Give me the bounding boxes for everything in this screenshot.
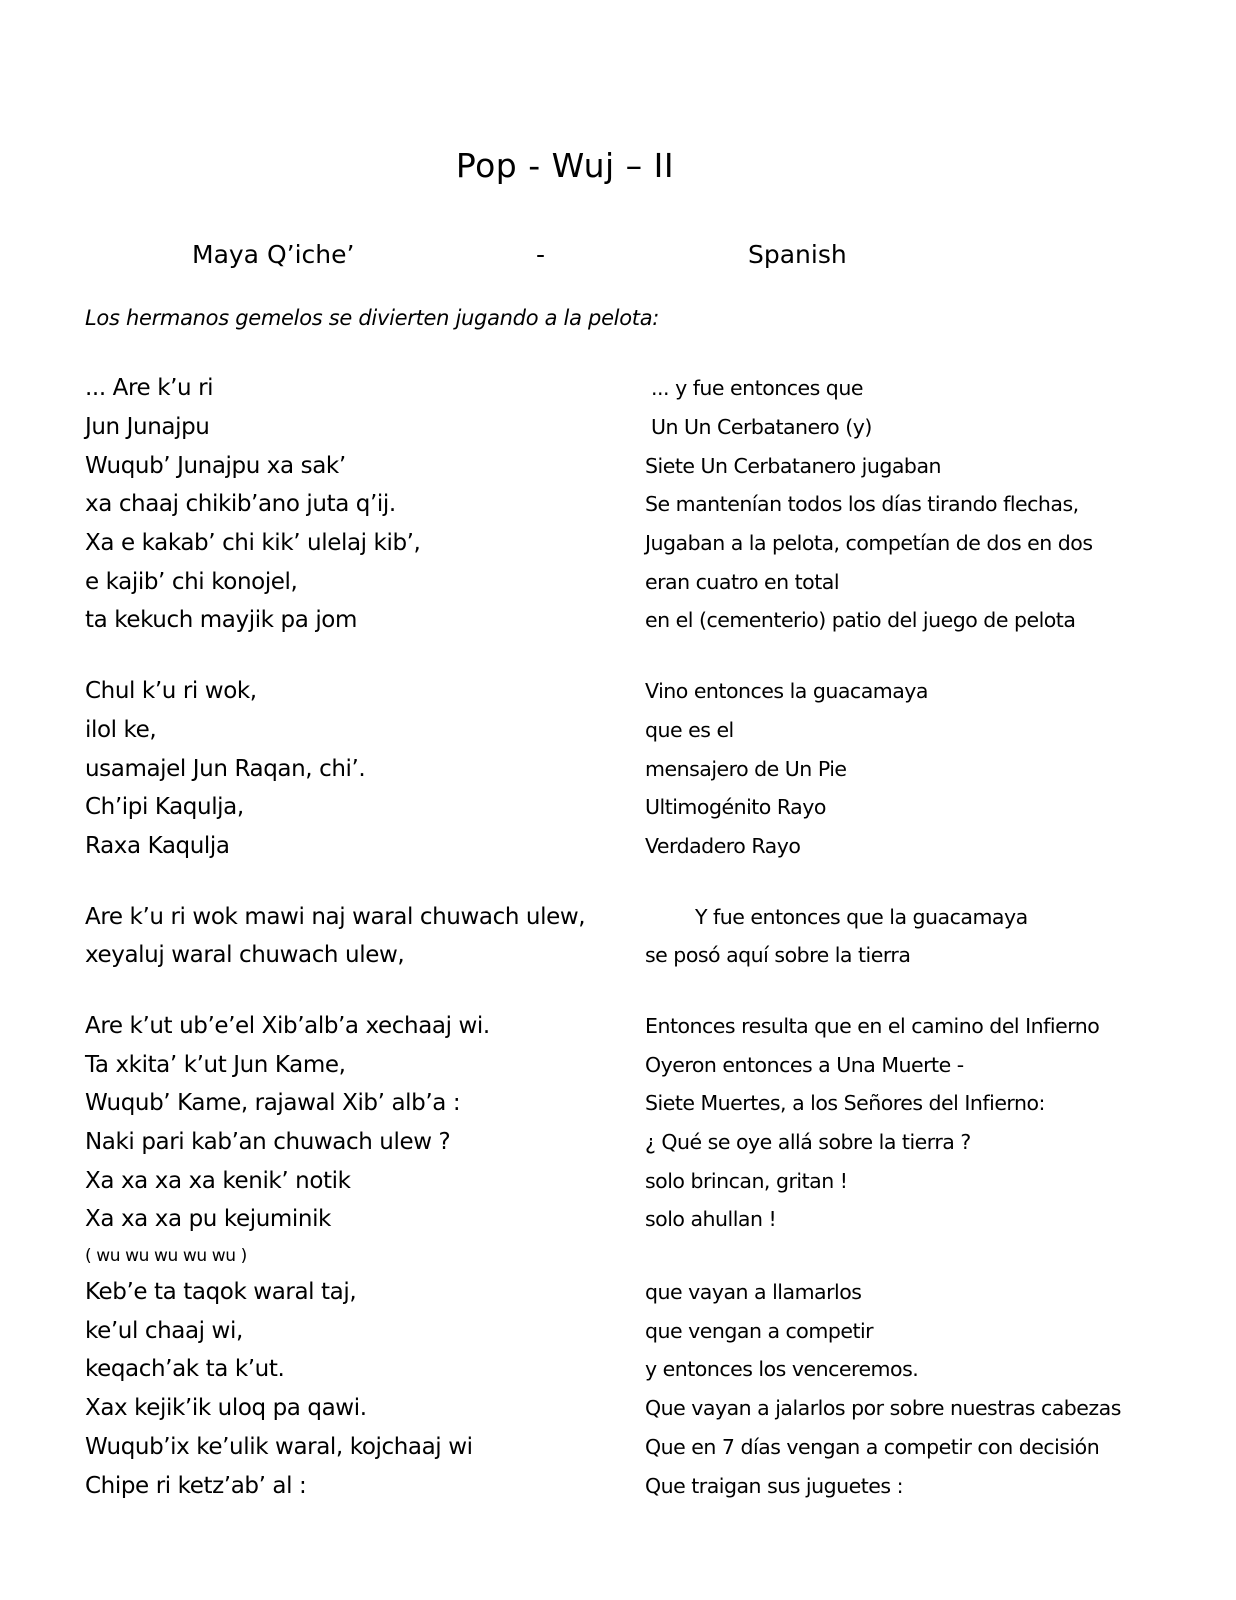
spanish-text: Entonces resulta que en el camino del Infierno [645, 1013, 1100, 1038]
spanish-text: Jugaban a la pelota, competían de dos en dos [645, 531, 1093, 556]
maya-text: ke’ul chaaj wi, [85, 1317, 243, 1344]
verse-line [85, 1350, 1235, 1389]
verse-line [85, 408, 1235, 447]
maya-text: Ch’ipi Kaqulja, [85, 794, 244, 821]
maya-text: Naki pari kab’an chuwach ulew ? [85, 1129, 451, 1156]
verse-line [85, 562, 1235, 601]
maya-text: Ta xkita’ k’ut Jun Kame, [85, 1051, 346, 1078]
verse-line [85, 788, 1235, 827]
stanza [85, 672, 1235, 865]
spanish-text: Se mantenían todos los días tirando flechas, [645, 492, 1079, 517]
spanish-text: Que en 7 días vengan a competir con decisión [645, 1434, 1100, 1459]
spanish-text: Ultimogénito Rayo [645, 795, 826, 820]
maya-text: Are k’u ri wok mawi naj waral chuwach ulew, [85, 903, 586, 930]
maya-text: Wuqub’ Junajpu xa sak’ [85, 452, 346, 479]
maya-text: Wuqub’ Kame, rajawal Xib’ alb’a : [85, 1090, 461, 1117]
spanish-text: Y fue entonces que la guacamaya [695, 904, 1028, 929]
verse-line [85, 369, 1235, 408]
verse-line [85, 1466, 1235, 1505]
spanish-text: solo ahullan ! [645, 1207, 777, 1232]
verse-line [85, 827, 1235, 866]
verse-line [85, 1084, 1235, 1123]
maya-text: xeyaluj waral chuwach ulew, [85, 942, 405, 969]
spanish-text: Vino entonces la guacamaya [645, 679, 928, 704]
maya-text: ta kekuch mayjik pa jom [85, 607, 357, 634]
verse-line [85, 1273, 1235, 1312]
spanish-text: Siete Muertes, a los Señores del Infierno: [645, 1091, 1045, 1116]
verse-line [85, 446, 1235, 485]
stanza [85, 897, 1235, 974]
stanza [85, 1007, 1235, 1505]
spanish-text: solo brincan, gritan ! [645, 1168, 848, 1193]
verse-line [85, 1007, 1235, 1046]
verse-line [85, 936, 1235, 975]
verse-line [85, 485, 1235, 524]
spanish-text: Oyeron entonces a Una Muerte - [645, 1052, 964, 1077]
spanish-text: Siete Un Cerbatanero jugaban [645, 453, 942, 478]
maya-text: Chipe ri ketz’ab’ al : [85, 1472, 307, 1499]
verse-line [85, 749, 1235, 788]
maya-text: Chul k’u ri wok, [85, 678, 257, 705]
maya-text: ilol ke, [85, 716, 157, 743]
column-heading-maya: Maya Q’iche’ [192, 240, 355, 269]
spanish-text: ... y fue entonces que [651, 376, 863, 401]
spanish-text: Que traigan sus juguetes : [645, 1473, 903, 1498]
maya-text: Keb’e ta taqok waral taj, [85, 1279, 357, 1306]
verse-line [85, 711, 1235, 750]
spanish-text: eran cuatro en total [645, 569, 840, 594]
verse-line [85, 1200, 1235, 1239]
maya-text: usamajel Jun Raqan, chi’. [85, 755, 366, 782]
maya-text: ( wu wu wu wu wu ) [85, 1245, 247, 1266]
column-heading-separator: - [536, 240, 546, 269]
maya-text: xa chaaj chikib’ano juta q’ij. [85, 491, 396, 518]
maya-text: Raxa Kaqulja [85, 832, 230, 859]
verse-line [85, 1428, 1235, 1467]
verse-line [85, 672, 1235, 711]
verse-line [85, 1161, 1235, 1200]
spanish-text: ¿ Qué se oye allá sobre la tierra ? [645, 1130, 971, 1155]
verse-line [85, 1389, 1235, 1428]
document-title: Pop - Wuj – II [455, 146, 675, 185]
verse-line [85, 524, 1235, 563]
spanish-text: en el (cementerio) patio del juego de pelota [645, 608, 1076, 633]
maya-text: Jun Junajpu [85, 414, 210, 441]
maya-text: Xa xa xa xa kenik’ notik [85, 1167, 351, 1194]
verse-line [85, 1239, 1235, 1273]
spanish-text: mensajero de Un Pie [645, 756, 847, 781]
spanish-text: y entonces los venceremos. [645, 1357, 919, 1382]
maya-text: e kajib’ chi konojel, [85, 568, 298, 595]
spanish-text: se posó aquí sobre la tierra [645, 943, 911, 968]
spanish-text: que vengan a competir [645, 1318, 874, 1343]
bilingual-poem [85, 369, 1235, 1537]
spanish-text: Que vayan a jalarlos por sobre nuestras cabezas [645, 1396, 1121, 1421]
spanish-text: Un Un Cerbatanero (y) [651, 415, 872, 440]
verse-line [85, 601, 1235, 640]
stanza [85, 369, 1235, 640]
maya-text: Xax kejik’ik uloq pa qawi. [85, 1395, 367, 1422]
verse-line [85, 897, 1235, 936]
maya-text: Are k’ut ub’e’el Xib’alb’a xechaaj wi. [85, 1012, 490, 1039]
maya-text: ... Are k’u ri [85, 375, 214, 402]
verse-line [85, 1123, 1235, 1162]
spanish-text: que es el [645, 717, 734, 742]
verse-line [85, 1045, 1235, 1084]
intro-text: Los hermanos gemelos se divierten jugando a la pelota: [85, 306, 660, 330]
column-heading-spanish: Spanish [748, 240, 847, 269]
verse-line [85, 1311, 1235, 1350]
spanish-text: Verdadero Rayo [645, 833, 801, 858]
spanish-text: que vayan a llamarlos [645, 1280, 862, 1305]
maya-text: Xa e kakab’ chi kik’ ulelaj kib’, [85, 530, 421, 557]
maya-text: Wuqub’ix ke’ulik waral, kojchaaj wi [85, 1433, 473, 1460]
maya-text: keqach’ak ta k’ut. [85, 1356, 285, 1383]
maya-text: Xa xa xa pu kejuminik [85, 1206, 331, 1233]
